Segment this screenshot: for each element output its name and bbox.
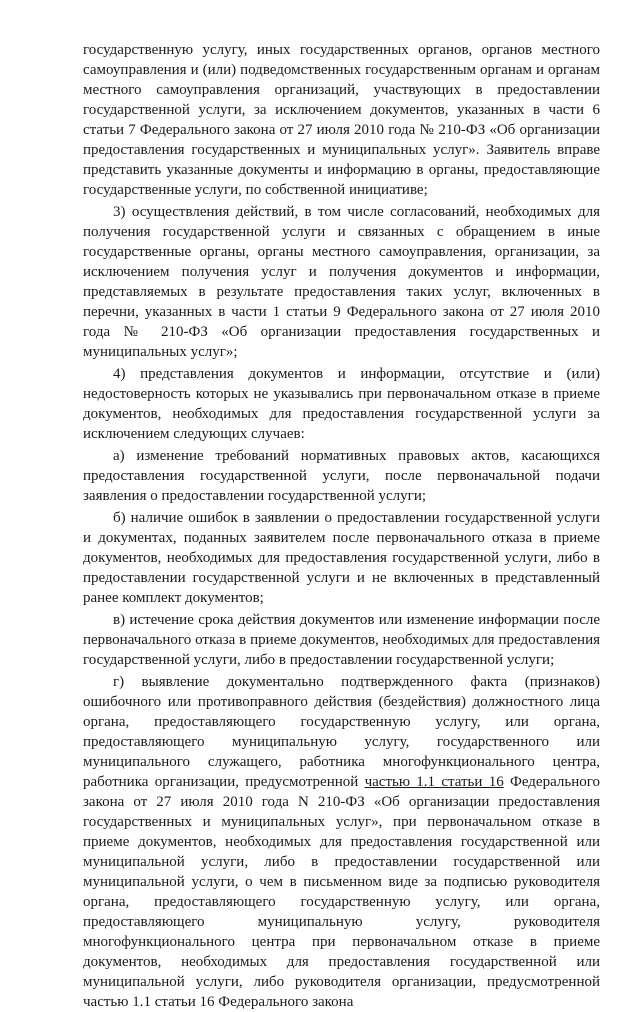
paragraph-subitem-g-text-start: г) выявление документально подтвержденного факта (признаков) ошибочного или противоправного действия (бездействия) должностного лица органа, предоставляющего государственную услугу, или органа, предоставляющего муниципальную услугу, государственного или муниципального служащего, работника многофункционального центра, работника организации, предусмотренной: [83, 674, 600, 790]
paragraph-item-4: 4) представления документов и информации, отсутствие и (или) недостоверность которых не указывались при первоначальном отказе в приеме документов, необходимых для предоставления государственной услуги за исключением следующих случаев:: [83, 366, 600, 442]
paragraph-subitem-g-text-end: Федерального закона от 27 июля 2010 года N 210-ФЗ «Об организации предоставления государственных и муниципальных услуг», при первоначальном отказе в приеме документов, необходимых для предоставления государственной или муниципальной услуги, либо в предоставлении государственной или муниципальной услуги, о чем в письменном виде за подписью руководителя органа, предоставляющего государственную услугу, или органа, предоставляющего муниципальную услугу, руководителя многофункционального центра при первоначальном отказе в приеме документов, необходимых для предоставления государственной или муниципальной услуги, либо руководителя организации, предусмотренной частью 1.1 статьи 16 Федерального закона: [83, 774, 600, 1010]
law-reference-link[interactable]: частью 1.1 статьи 16: [364, 774, 504, 790]
paragraph-item-3: 3) осуществления действий, в том числе согласований, необходимых для получения государственной услуги и связанных с обращением в иные государственные органы, органы местного самоуправления, организации, за исключением получения услуг и получения документов и информации, представляемых в результате предоставления таких услуг, включенных в перечни, указанных в части 1 статьи 9 Федерального закона от 27 июля 2010 года № 210-ФЗ «Об организации предоставления государственных и муниципальных услуг»;: [83, 204, 600, 360]
paragraph-subitem-a: а) изменение требований нормативных правовых актов, касающихся предоставления государственной услуги, после первоначальной подачи заявления о предоставлении государственной услуги;: [83, 448, 600, 504]
paragraph-subitem-b: б) наличие ошибок в заявлении о предоставлении государственной услуги и документах, поданных заявителем после первоначального отказа в приеме документов, необходимых для предоставления государственной услуги, либо в предоставлении государственной услуги и не включенных в представленный ранее комплект документов;: [83, 510, 600, 606]
paragraph-subitem-v: в) истечение срока действия документов или изменение информации после первоначального отказа в приеме документов, необходимых для предоставления государственной услуги, либо в предоставлении государственной услуги;: [83, 612, 600, 668]
paragraph-subitem-g: [83, 672, 600, 1012]
paragraph-continuation: государственную услугу, иных государственных органов, органов местного самоуправления и (или) подведомственных государственным органам и органам местного самоуправления организаций, участвующих в предоставлении государственной услуги, за исключением документов, указанных в части 6 статьи 7 Федерального закона от 27 июля 2010 года № 210-ФЗ «Об организации предоставления государственных и муниципальных услуг». Заявитель вправе представить указанные документы и информацию в органы, предоставляющие государственные услуги, по собственной инициативе;: [83, 42, 600, 198]
